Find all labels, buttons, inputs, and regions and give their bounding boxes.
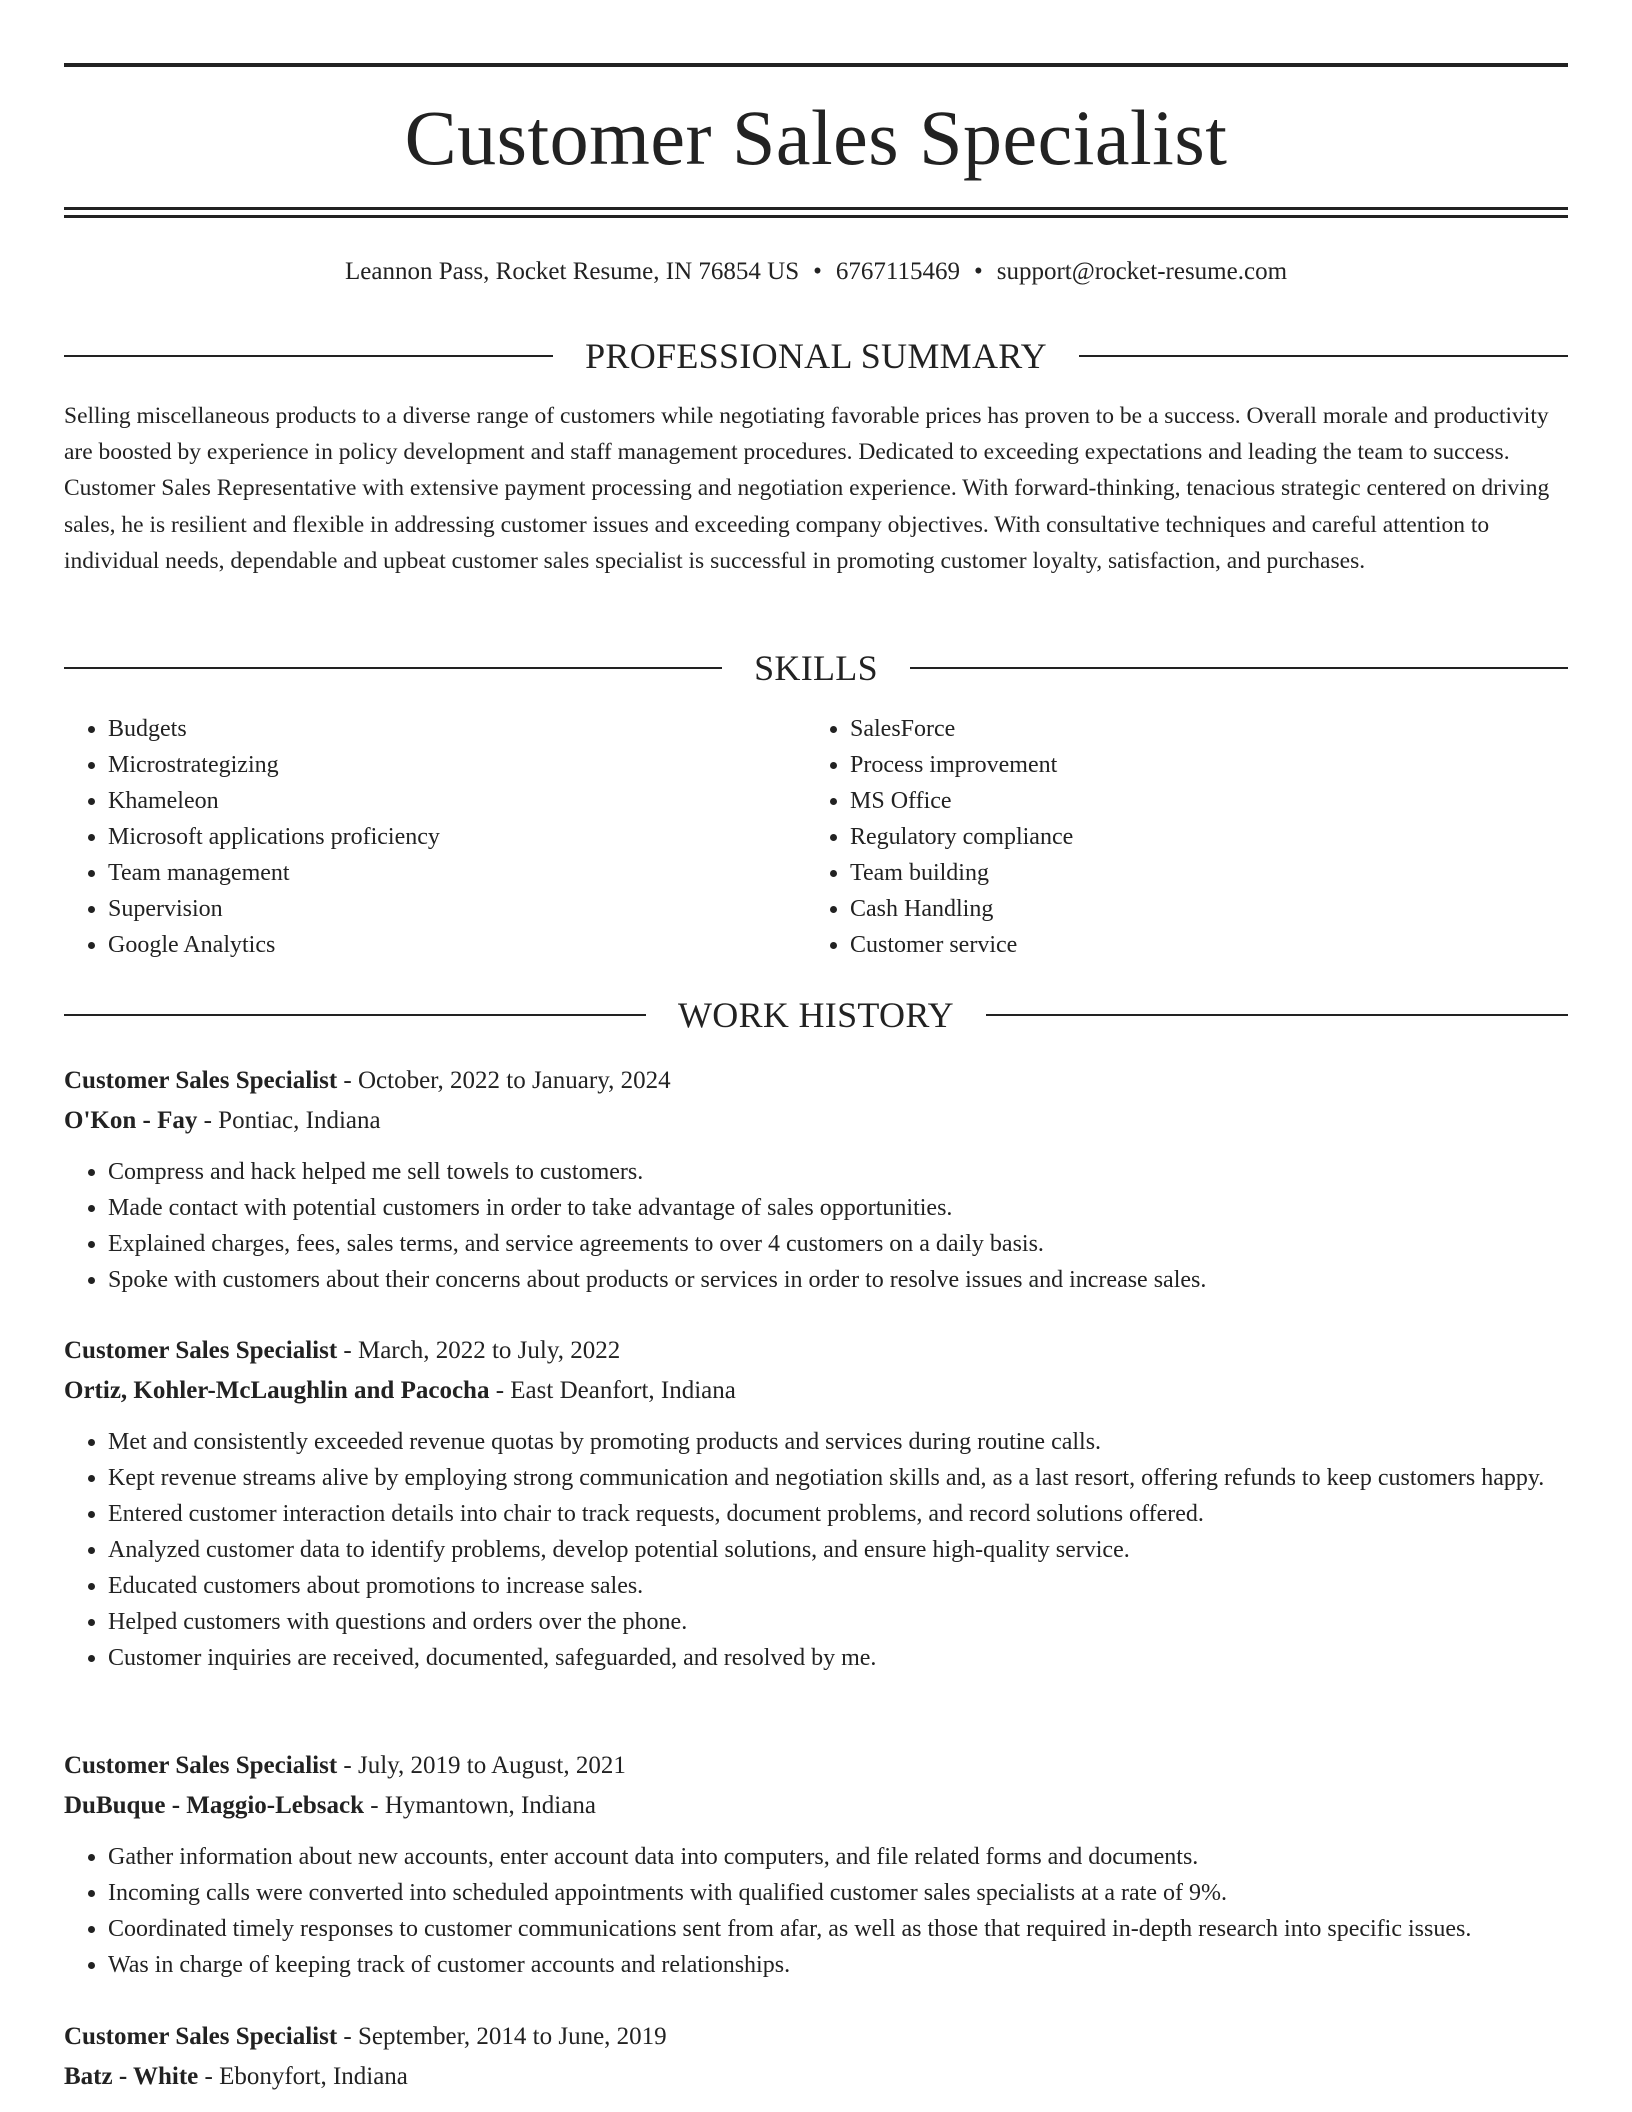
skills-list-left <box>64 711 804 963</box>
skills-heading-label: SKILLS <box>754 648 878 688</box>
job-bullet: • Explained charges, fees, sales terms, and service agreements to over 4 customers on a daily basis. <box>108 1226 1568 1262</box>
job-title-line <box>64 1332 1568 1370</box>
job-company-line <box>64 1372 1568 1410</box>
job-title-line <box>64 2018 1568 2056</box>
job-company-line <box>64 1102 1568 1140</box>
work-heading-label: WORK HISTORY <box>678 995 954 1035</box>
job-bullets <box>64 1154 1568 1298</box>
summary-heading-label: PROFESSIONAL SUMMARY <box>585 336 1047 376</box>
skill-item: • Khameleon <box>108 783 804 819</box>
skill-item: • Microsoft applications proficiency <box>108 819 804 855</box>
skill-item: • Team building <box>850 855 1546 891</box>
heading-rule-left <box>64 667 722 669</box>
skill-item: • Process improvement <box>850 747 1546 783</box>
skills-list-right <box>806 711 1546 963</box>
job-bullet: • Analyzed customer data to identify problems, develop potential solutions, and ensure high-quality service. <box>108 1532 1568 1568</box>
header-bottom-rule-1 <box>64 207 1568 210</box>
contact-email: support@rocket-resume.com <box>996 258 1288 285</box>
skill-item: • Regulatory compliance <box>850 819 1546 855</box>
contact-separator: • <box>973 258 983 285</box>
job-bullets <box>64 1424 1568 1676</box>
skill-item: • Budgets <box>108 711 804 747</box>
job-bullet: • Was in charge of keeping track of customer accounts and relationships. <box>108 1947 1568 1983</box>
job-title: Customer Sales Specialist <box>64 1067 338 1094</box>
job-bullet: • Compress and hack helped me sell towels to customers. <box>108 1154 1568 1190</box>
job-bullets <box>64 1839 1568 1983</box>
job-bullet: • Incoming calls were converted into scheduled appointments with qualified customer sales specialists at a rate of 9%. <box>108 1875 1568 1911</box>
summary-heading <box>64 334 1568 378</box>
job-title: Customer Sales Specialist <box>64 1752 338 1779</box>
resume-title: Customer Sales Specialist <box>404 94 1228 181</box>
job-dates: - October, 2022 to January, 2024 <box>343 1067 671 1094</box>
job-entry <box>64 1062 1568 1298</box>
job-bullet: • Kept revenue streams alive by employing strong communication and negotiation skills and, as a last resort, offering refunds to keep customers happy. <box>108 1460 1568 1496</box>
job-company: Batz - White <box>64 2063 199 2090</box>
heading-rule-right <box>1079 355 1568 357</box>
job-bullet: • Gather information about new accounts, enter account data into computers, and file related forms and documents. <box>108 1839 1568 1875</box>
skills-column-left <box>64 711 804 963</box>
job-dates: - March, 2022 to July, 2022 <box>343 1337 621 1364</box>
skills-heading <box>64 646 1568 690</box>
job-bullet: • Coordinated timely responses to customer communications sent from afar, as well as those that required in-depth research into specific issues. <box>108 1911 1568 1947</box>
contact-address: Leannon Pass, Rocket Resume, IN 76854 US <box>344 258 800 285</box>
job-entry <box>64 2018 1568 2096</box>
skill-item: • MS Office <box>850 783 1546 819</box>
job-title-line <box>64 1747 1568 1785</box>
job-location: - Hymantown, Indiana <box>370 1792 596 1819</box>
job-dates: - September, 2014 to June, 2019 <box>343 2023 667 2050</box>
summary-text: Selling miscellaneous products to a diverse range of customers while negotiating favorable prices has proven to be a success. Overall morale and productivity are boosted by experience in policy development and staff management procedures. Dedicated to exceeding expectations and leading the team to success. Customer Sales Representative with extensive payment processing and negotiation experience. With forward-thinking, tenacious strategic centered on driving sales, he is resilient and flexible in addressing customer issues and exceeding company objectives. With consultative techniques and careful attention to individual needs, dependable and upbeat customer sales specialist is successful in promoting customer loyalty, satisfaction, and purchases. <box>64 403 1550 574</box>
job-entry <box>64 1747 1568 1983</box>
job-location: - Pontiac, Indiana <box>203 1107 381 1134</box>
job-bullet: • Customer inquiries are received, documented, safeguarded, and resolved by me. <box>108 1640 1568 1676</box>
job-bullet: • Made contact with potential customers in order to take advantage of sales opportunities. <box>108 1190 1568 1226</box>
job-location: - East Deanfort, Indiana <box>495 1377 736 1404</box>
heading-rule-right <box>986 1014 1568 1016</box>
job-bullet: • Educated customers about promotions to increase sales. <box>108 1568 1568 1604</box>
job-bullet: • Entered customer interaction details into chair to track requests, document problems, and record solutions offered. <box>108 1496 1568 1532</box>
heading-rule-right <box>910 667 1568 669</box>
skill-item: • Microstrategizing <box>108 747 804 783</box>
work-heading <box>64 993 1568 1037</box>
job-title: Customer Sales Specialist <box>64 1337 338 1364</box>
header-top-rule <box>64 63 1568 67</box>
job-company: Ortiz, Kohler-McLaughlin and Pacocha <box>64 1377 490 1404</box>
job-title: Customer Sales Specialist <box>64 2023 338 2050</box>
skill-item: • Google Analytics <box>108 927 804 963</box>
job-company: O'Kon - Fay <box>64 1107 198 1134</box>
contact-line <box>64 252 1568 292</box>
skill-item: • Cash Handling <box>850 891 1546 927</box>
skill-item: • Supervision <box>108 891 804 927</box>
job-bullet: • Spoke with customers about their concerns about products or services in order to resolve issues and increase sales. <box>108 1262 1568 1298</box>
header-bottom-rule-2 <box>64 215 1568 218</box>
contact-separator: • <box>813 258 822 285</box>
skill-item: • Team management <box>108 855 804 891</box>
heading-rule-left <box>64 355 553 357</box>
job-bullet: • Helped customers with questions and orders over the phone. <box>108 1604 1568 1640</box>
job-entry <box>64 1332 1568 1676</box>
job-company: DuBuque - Maggio-Lebsack <box>64 1792 365 1819</box>
job-title-line <box>64 1062 1568 1100</box>
skills-column-right <box>806 711 1546 963</box>
skill-item: • Customer service <box>850 927 1546 963</box>
job-dates: - July, 2019 to August, 2021 <box>343 1752 626 1779</box>
skill-item: • SalesForce <box>850 711 1546 747</box>
job-company-line <box>64 2058 1568 2096</box>
job-bullet: • Met and consistently exceeded revenue quotas by promoting products and services during routine calls. <box>108 1424 1568 1460</box>
job-location: - Ebonyfort, Indiana <box>204 2063 408 2090</box>
heading-rule-left <box>64 1014 646 1016</box>
job-company-line <box>64 1787 1568 1825</box>
contact-phone: 6767115469 <box>835 258 960 285</box>
